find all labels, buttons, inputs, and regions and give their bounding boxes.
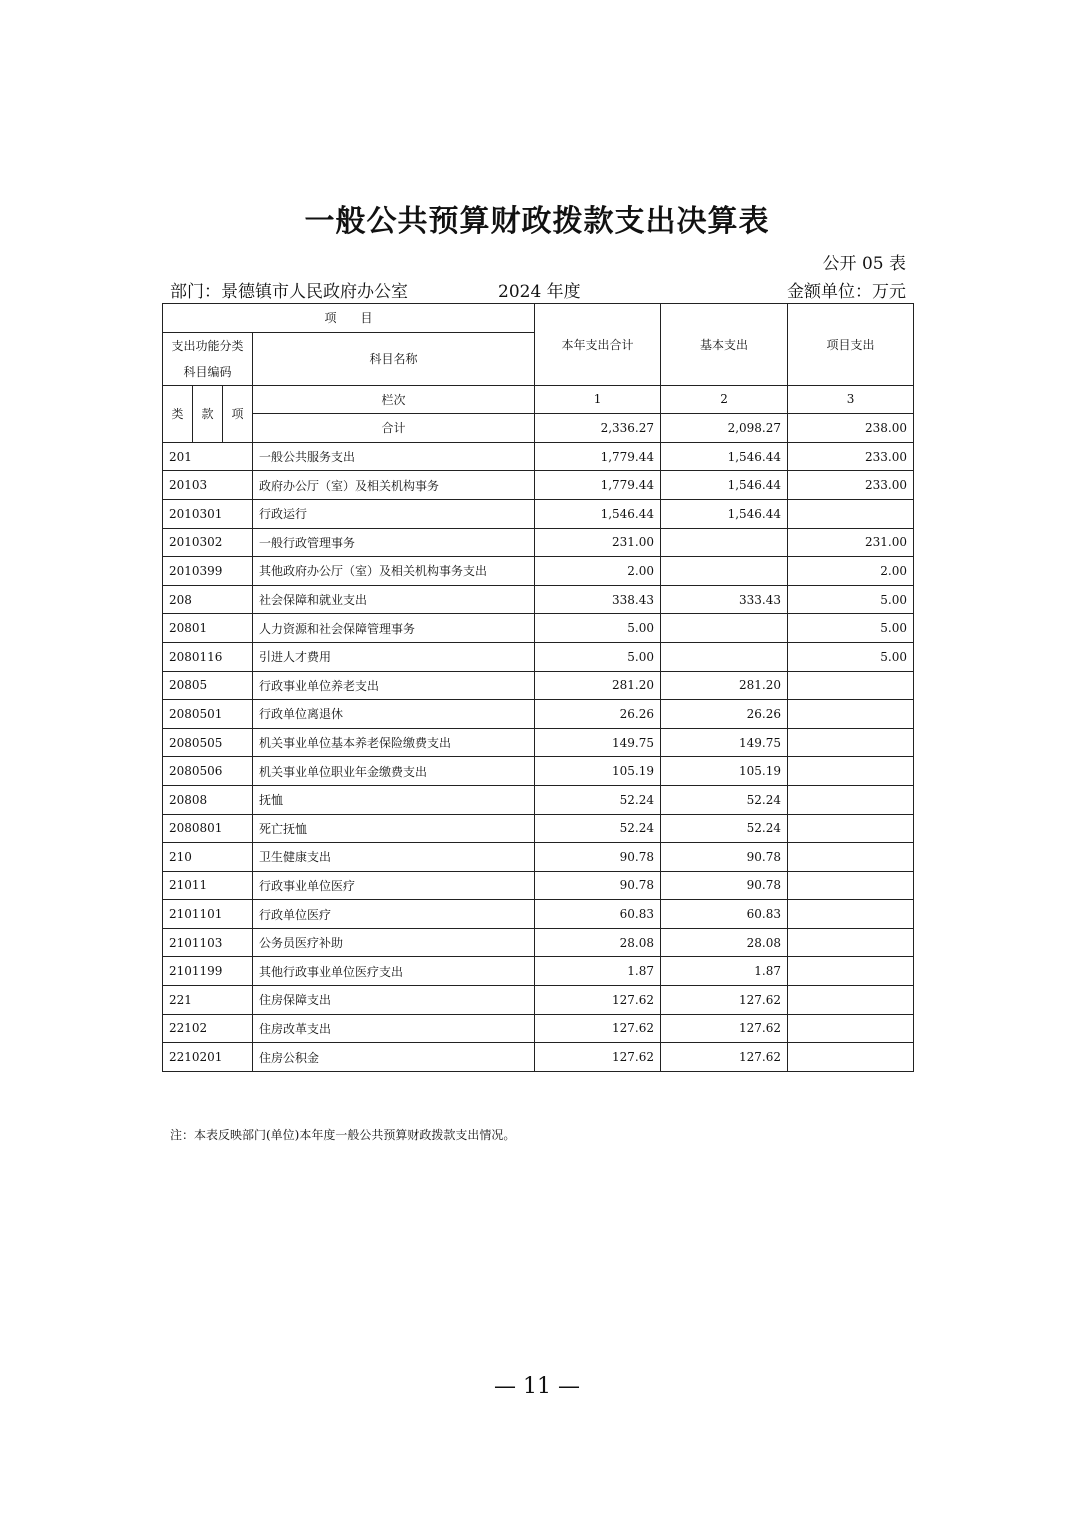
row-basic: 1,546.44 bbox=[661, 499, 788, 528]
table-number: 公开 05 表 bbox=[822, 254, 906, 274]
table-row bbox=[163, 814, 914, 843]
table-row bbox=[163, 442, 914, 471]
row-project bbox=[788, 757, 914, 786]
row-basic: 127.62 bbox=[661, 1014, 788, 1043]
row-total: 105.19 bbox=[535, 757, 661, 786]
row-project bbox=[788, 1014, 914, 1043]
table-row bbox=[163, 785, 914, 814]
row-basic bbox=[661, 528, 788, 557]
table-row bbox=[163, 614, 914, 643]
header-func-code-line1: 支出功能分类 bbox=[171, 338, 244, 353]
table-row bbox=[163, 843, 914, 872]
row-name: 公务员医疗补助 bbox=[253, 928, 535, 957]
header-func-code bbox=[163, 332, 253, 385]
row-name: 社会保障和就业支出 bbox=[253, 585, 535, 614]
row-project: 2.00 bbox=[788, 557, 914, 586]
row-name: 其他行政事业单位医疗支出 bbox=[253, 957, 535, 986]
row-project bbox=[788, 1043, 914, 1072]
row-code: 2101103 bbox=[163, 928, 253, 957]
row-project: 233.00 bbox=[788, 442, 914, 471]
row-project: 5.00 bbox=[788, 614, 914, 643]
row-basic: 26.26 bbox=[661, 700, 788, 729]
row-name: 引进人才费用 bbox=[253, 642, 535, 671]
row-project bbox=[788, 986, 914, 1015]
row-total: 90.78 bbox=[535, 843, 661, 872]
row-code: 20805 bbox=[163, 671, 253, 700]
row-basic: 90.78 bbox=[661, 871, 788, 900]
header-col3: 3 bbox=[788, 385, 914, 414]
table-row bbox=[163, 528, 914, 557]
header-lanci: 栏次 bbox=[253, 385, 535, 414]
row-project bbox=[788, 843, 914, 872]
table-note: 注：本表反映部门(单位)本年度一般公共预算财政拨款支出情况。 bbox=[170, 1128, 516, 1142]
row-basic: 1,546.44 bbox=[661, 471, 788, 500]
row-project bbox=[788, 728, 914, 757]
row-basic: 52.24 bbox=[661, 785, 788, 814]
row-code: 2080506 bbox=[163, 757, 253, 786]
table-row bbox=[163, 871, 914, 900]
row-name: 其他政府办公厅（室）及相关机构事务支出 bbox=[253, 557, 535, 586]
total-value: 2,336.27 bbox=[535, 414, 661, 443]
header-lei: 类 bbox=[163, 385, 193, 442]
row-total: 1,779.44 bbox=[535, 442, 661, 471]
row-total: 338.43 bbox=[535, 585, 661, 614]
row-project bbox=[788, 499, 914, 528]
row-basic: 52.24 bbox=[661, 814, 788, 843]
row-code: 22102 bbox=[163, 1014, 253, 1043]
header-item: 项 目 bbox=[163, 304, 535, 333]
row-total: 127.62 bbox=[535, 986, 661, 1015]
row-project bbox=[788, 785, 914, 814]
row-total: 28.08 bbox=[535, 928, 661, 957]
row-code: 2080505 bbox=[163, 728, 253, 757]
row-basic: 127.62 bbox=[661, 986, 788, 1015]
page-number: — 11 — bbox=[494, 1374, 580, 1399]
row-project bbox=[788, 671, 914, 700]
row-name: 行政单位医疗 bbox=[253, 900, 535, 929]
row-basic: 1.87 bbox=[661, 957, 788, 986]
row-project bbox=[788, 871, 914, 900]
row-basic bbox=[661, 614, 788, 643]
header-total: 本年支出合计 bbox=[535, 304, 661, 386]
total-project-value: 238.00 bbox=[788, 414, 914, 443]
row-code: 2010302 bbox=[163, 528, 253, 557]
row-total: 60.83 bbox=[535, 900, 661, 929]
row-name: 行政单位离退休 bbox=[253, 700, 535, 729]
row-basic bbox=[661, 642, 788, 671]
row-code: 2010399 bbox=[163, 557, 253, 586]
row-basic: 1,546.44 bbox=[661, 442, 788, 471]
table-row bbox=[163, 499, 914, 528]
unit-label: 金额单位：万元 bbox=[787, 282, 906, 302]
table-row bbox=[163, 557, 914, 586]
table-row bbox=[163, 1043, 914, 1072]
header-xiang: 项 bbox=[223, 385, 253, 442]
header-col1: 1 bbox=[535, 385, 661, 414]
row-name: 机关事业单位职业年金缴费支出 bbox=[253, 757, 535, 786]
table-row bbox=[163, 986, 914, 1015]
row-name: 行政运行 bbox=[253, 499, 535, 528]
row-name: 政府办公厅（室）及相关机构事务 bbox=[253, 471, 535, 500]
row-total: 52.24 bbox=[535, 814, 661, 843]
table-row bbox=[163, 700, 914, 729]
header-col2: 2 bbox=[661, 385, 788, 414]
row-name: 卫生健康支出 bbox=[253, 843, 535, 872]
table-row bbox=[163, 900, 914, 929]
budget-table bbox=[162, 303, 914, 1072]
table-row bbox=[163, 642, 914, 671]
row-project bbox=[788, 928, 914, 957]
row-code: 2210201 bbox=[163, 1043, 253, 1072]
table-row bbox=[163, 1014, 914, 1043]
header-func-code-line2: 科目编码 bbox=[183, 364, 232, 379]
row-total: 281.20 bbox=[535, 671, 661, 700]
row-total: 1,779.44 bbox=[535, 471, 661, 500]
row-total: 127.62 bbox=[535, 1014, 661, 1043]
row-project bbox=[788, 957, 914, 986]
row-code: 20103 bbox=[163, 471, 253, 500]
row-total: 149.75 bbox=[535, 728, 661, 757]
row-name: 死亡抚恤 bbox=[253, 814, 535, 843]
row-basic: 333.43 bbox=[661, 585, 788, 614]
row-name: 住房公积金 bbox=[253, 1043, 535, 1072]
row-basic bbox=[661, 557, 788, 586]
row-total: 1.87 bbox=[535, 957, 661, 986]
page-title: 一般公共预算财政拨款支出决算表 bbox=[304, 204, 770, 239]
row-total: 1,546.44 bbox=[535, 499, 661, 528]
row-code: 2101199 bbox=[163, 957, 253, 986]
header-subject-name: 科目名称 bbox=[253, 332, 535, 385]
row-basic: 105.19 bbox=[661, 757, 788, 786]
row-project: 233.00 bbox=[788, 471, 914, 500]
row-code: 20808 bbox=[163, 785, 253, 814]
row-basic: 281.20 bbox=[661, 671, 788, 700]
row-name: 住房改革支出 bbox=[253, 1014, 535, 1043]
row-project bbox=[788, 814, 914, 843]
row-code: 210 bbox=[163, 843, 253, 872]
meta-line bbox=[170, 277, 906, 303]
row-basic: 90.78 bbox=[661, 843, 788, 872]
row-name: 行政事业单位医疗 bbox=[253, 871, 535, 900]
row-total: 2.00 bbox=[535, 557, 661, 586]
row-code: 2080501 bbox=[163, 700, 253, 729]
header-basic: 基本支出 bbox=[661, 304, 788, 386]
total-label: 合计 bbox=[253, 414, 535, 443]
row-name: 住房保障支出 bbox=[253, 986, 535, 1015]
table-row bbox=[163, 585, 914, 614]
row-name: 人力资源和社会保障管理事务 bbox=[253, 614, 535, 643]
row-name: 抚恤 bbox=[253, 785, 535, 814]
table-row bbox=[163, 757, 914, 786]
row-basic: 127.62 bbox=[661, 1043, 788, 1072]
row-name: 行政事业单位养老支出 bbox=[253, 671, 535, 700]
row-code: 21011 bbox=[163, 871, 253, 900]
row-name: 一般行政管理事务 bbox=[253, 528, 535, 557]
row-total: 231.00 bbox=[535, 528, 661, 557]
row-total: 127.62 bbox=[535, 1043, 661, 1072]
total-basic-value: 2,098.27 bbox=[661, 414, 788, 443]
year-label: 2024 年度 bbox=[498, 282, 581, 302]
row-project bbox=[788, 900, 914, 929]
department-label: 部门：景德镇市人民政府办公室 bbox=[170, 282, 408, 302]
row-code: 2080116 bbox=[163, 642, 253, 671]
table-row bbox=[163, 728, 914, 757]
row-name: 一般公共服务支出 bbox=[253, 442, 535, 471]
row-code: 221 bbox=[163, 986, 253, 1015]
row-code: 2080801 bbox=[163, 814, 253, 843]
row-basic: 149.75 bbox=[661, 728, 788, 757]
table-row bbox=[163, 928, 914, 957]
row-project bbox=[788, 700, 914, 729]
row-code: 201 bbox=[163, 442, 253, 471]
row-total: 26.26 bbox=[535, 700, 661, 729]
row-project: 5.00 bbox=[788, 585, 914, 614]
row-name: 机关事业单位基本养老保险缴费支出 bbox=[253, 728, 535, 757]
header-project: 项目支出 bbox=[788, 304, 914, 386]
table-row bbox=[163, 957, 914, 986]
row-code: 2101101 bbox=[163, 900, 253, 929]
row-basic: 60.83 bbox=[661, 900, 788, 929]
row-code: 20801 bbox=[163, 614, 253, 643]
table-row bbox=[163, 471, 914, 500]
row-total: 90.78 bbox=[535, 871, 661, 900]
row-total: 5.00 bbox=[535, 614, 661, 643]
row-total: 5.00 bbox=[535, 642, 661, 671]
row-basic: 28.08 bbox=[661, 928, 788, 957]
row-project: 5.00 bbox=[788, 642, 914, 671]
header-kuan: 款 bbox=[193, 385, 223, 442]
row-code: 208 bbox=[163, 585, 253, 614]
row-code: 2010301 bbox=[163, 499, 253, 528]
table-row bbox=[163, 671, 914, 700]
row-project: 231.00 bbox=[788, 528, 914, 557]
row-total: 52.24 bbox=[535, 785, 661, 814]
